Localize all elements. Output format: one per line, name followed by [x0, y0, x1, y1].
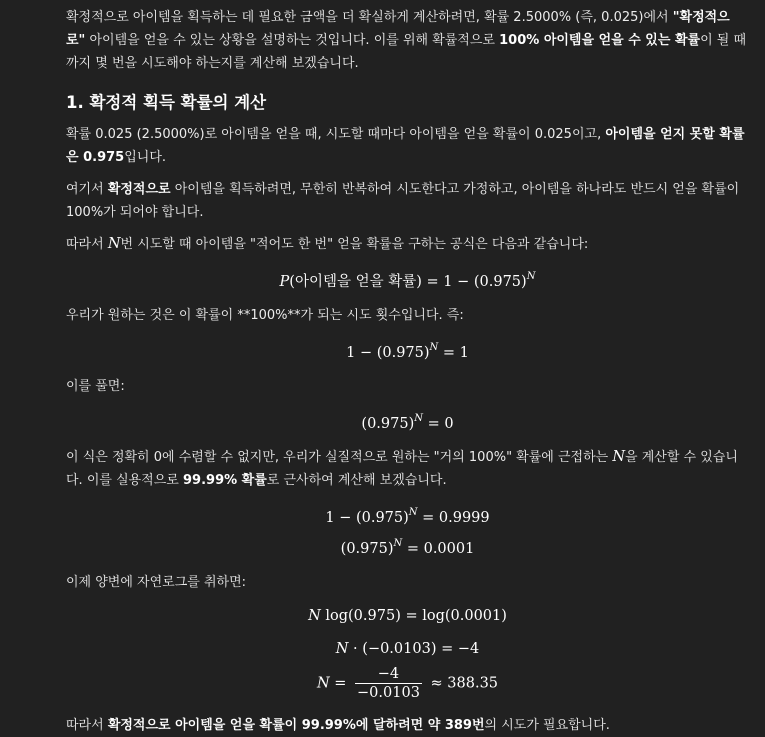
paragraph-probability [66, 123, 749, 169]
p8-bold1: 확정적으로 아이템을 얻을 확률이 [107, 718, 302, 733]
fraction-denominator: −0.0103 [357, 685, 420, 701]
eq7-rest: · (−0.0103) = −4 [348, 641, 480, 657]
eq1-korean: 아이템을 얻을 확률 [294, 274, 417, 290]
paragraph-conclusion [66, 714, 749, 737]
p8-end: 의 시도가 필요합니다. [484, 718, 610, 733]
intro-text: 확정적으로 아이템을 획득하는 데 필요한 금액을 더 확실하게 계산하려면, 확률 2.5000% (즉, 0.025)에서 [66, 10, 669, 25]
eq8-eq: = [329, 675, 352, 692]
equation-zero [66, 407, 749, 436]
p8-text: 따라서 [66, 718, 108, 733]
p2-end: 아이템을 획득하려면, 무한히 반복하여 시도한다고 가정하고, 아이템을 하나라도 반드시 얻을 확률이 100%가 되어야 합니다. [66, 182, 740, 220]
eq3-exp: N [414, 413, 423, 424]
eq1-rest: ) = 1 − (0.975) [416, 274, 527, 290]
eq1-paren: ( [289, 274, 295, 290]
intro-bold-b: 100% 아이템을 얻을 수 있는 확률 [499, 33, 701, 48]
fraction [355, 665, 422, 702]
intro-text-rest: 아이템을 얻을 수 있는 상황을 설명하는 것입니다. 이를 위해 확률적으로 [85, 33, 500, 48]
paragraph-solve: 이를 풀면: [66, 379, 125, 394]
eq2-exp: N [429, 342, 439, 353]
eq1-exp: N [526, 271, 536, 282]
eq2-b: = 1 [438, 345, 469, 361]
p6-text: 이 식은 정확히 0에 수렴할 수 없지만, 우리가 실질적으로 원하는 "거의 100%" 확률에 근접하는 [66, 450, 613, 465]
equation-log-2 [66, 637, 749, 661]
equation-approx-1 [66, 501, 749, 530]
paragraph-formula-intro [66, 233, 749, 256]
fraction-numerator: −4 [355, 665, 422, 684]
p1-text: 확률 0.025 (2.5000%)로 아이템을 얻을 때, 시도할 때마다 아이템을 얻을 확률이 0.025이고, [66, 127, 606, 142]
p8-bold2: 에 달하려면 약 389번 [355, 718, 485, 733]
paragraph-approximation [66, 446, 749, 492]
eq3-a: (0.975) [361, 416, 415, 432]
equation-goal [66, 336, 749, 365]
paragraph-goal: 우리가 원하는 것은 이 확률이 **100%**가 되는 시도 횟수입니다. 즉: [66, 308, 464, 323]
eq6-rest: log(0.975) = log(0.0001) [320, 608, 507, 624]
p2-bold: 확정적으로 [107, 182, 171, 197]
eq3-b: = 0 [422, 416, 454, 432]
eq5-exp: N [393, 538, 403, 549]
p3-text: 따라서 [66, 237, 108, 252]
eq5-b: = 0.0001 [402, 541, 475, 557]
intro-text-end: 이 될 때까지 몇 번을 시도해야 하는지를 계산해 보겠습니다. [66, 33, 747, 71]
eq4-a: 1 − (0.975) [325, 510, 409, 526]
p6-end: 로 근사하여 계산해 보겠습니다. [266, 473, 447, 488]
p6-bold: 99.99% 확률 [183, 473, 267, 488]
eq8-var: N [316, 675, 330, 692]
equation-approx-2 [66, 532, 749, 561]
p3-end: 번 시도할 때 아이템을 "적어도 한 번" 얻을 확률을 구하는 공식은 다음과 같습니다: [120, 237, 589, 252]
paragraph-assumption [66, 178, 749, 224]
eq8-rest: ≈ 388.35 [425, 675, 499, 692]
paragraph-log: 이제 양변에 자연로그를 취하면: [66, 575, 247, 590]
p6-text-b: 을 계산할 수 있습니다. 이를 실용적으로 [66, 450, 738, 488]
equation-solution [66, 665, 749, 702]
intro-bold-a: "확정적으로" [66, 10, 730, 48]
eq4-exp: N [408, 507, 418, 518]
p1-bold: 아이템을 얻지 못할 확률은 0.975 [66, 127, 745, 165]
equation-log-1 [66, 604, 749, 628]
eq1-p: P [279, 274, 290, 290]
eq5-a: (0.975) [340, 541, 394, 557]
section-heading: 1. 확정적 획득 확률의 계산 [66, 93, 267, 112]
equation-probability [66, 265, 749, 294]
eq6-var: N [308, 608, 321, 624]
p1-end: 입니다. [124, 150, 167, 165]
eq7-var: N [335, 641, 349, 657]
inline-var-n: N [107, 236, 121, 252]
eq4-b: = 0.9999 [417, 510, 490, 526]
eq2-a: 1 − (0.975) [346, 345, 430, 361]
p8-number: 99.99% [301, 718, 356, 733]
inline-var-n: N [612, 449, 626, 465]
p2-text: 여기서 [66, 182, 108, 197]
intro-paragraph [66, 6, 749, 75]
